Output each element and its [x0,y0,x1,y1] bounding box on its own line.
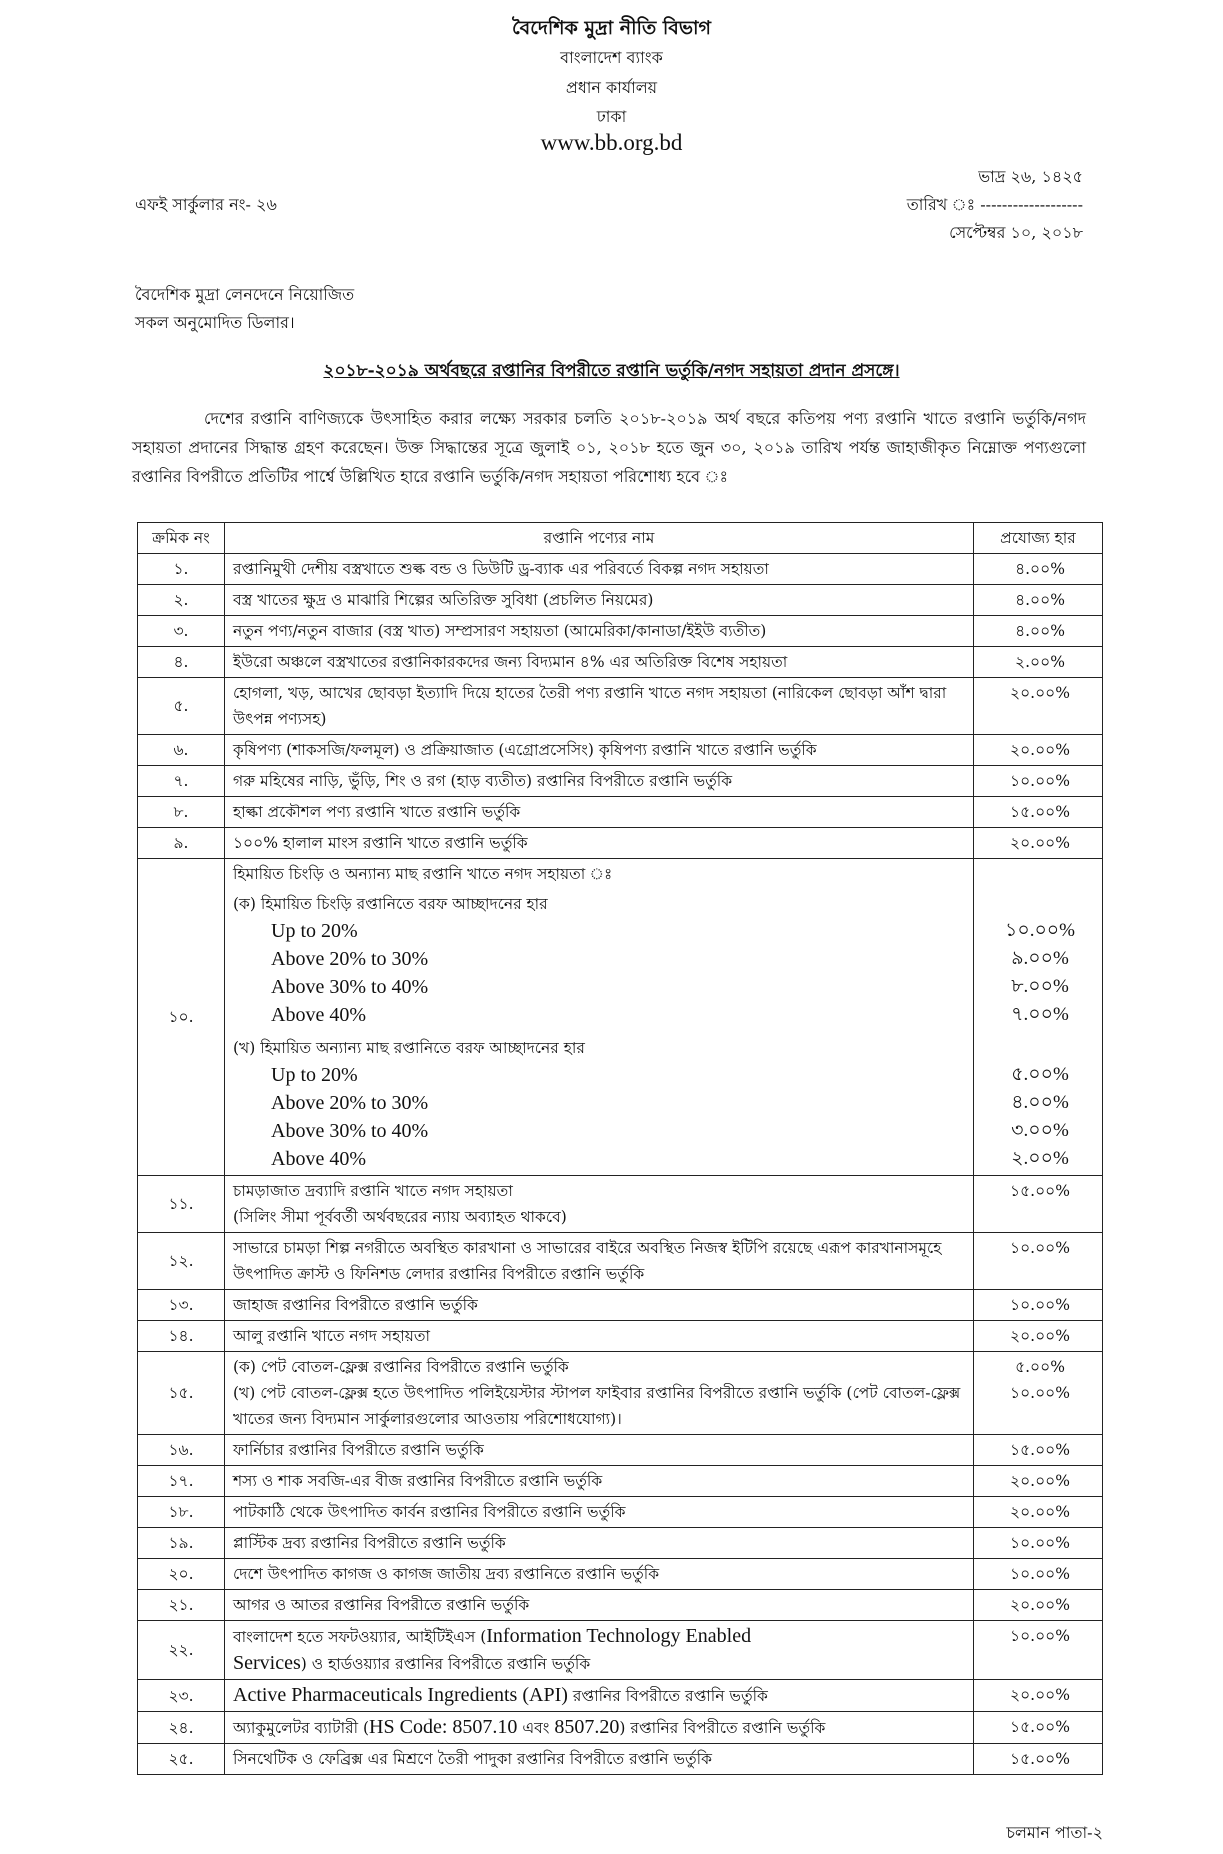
table-row [138,554,1103,585]
row-serial: ১৩. [138,1290,225,1321]
table-row [138,859,1103,1176]
row-rate: ১০.০০% [974,1528,1103,1559]
row23-text-post: রপ্তানির বিপরীতে রপ্তানি ভর্তুকি [567,1687,768,1705]
row-rate: ৪.০০% [974,585,1103,616]
table-row [138,585,1103,616]
row-product-name: ১০০% হালাল মাংস রপ্তানি খাতে রপ্তানি ভর্তুকি [225,828,974,859]
row-product-name: হোগলা, খড়, আখের ছোবড়া ইত্যাদি দিয়ে হাতের তৈরী পণ্য রপ্তানি খাতে নগদ সহায়তা (নারিকেল ছোবড়া আঁশ দ্বারা উৎপন্ন পণ্যসহ) [225,678,974,735]
circular-number: এফই সার্কুলার নং- ২৬ [135,195,277,214]
row-rate: ২০.০০% [974,1497,1103,1528]
row10-intro: হিমায়িত চিংড়ি ও অন্যান্য মাছ রপ্তানি খাতে নগদ সহায়তা ঃ [233,865,613,883]
row-rate: ২.০০% [974,647,1103,678]
group-b-rate-2: ৪.০০% [1011,1092,1069,1113]
row-product-name: শস্য ও শাক সবজি-এর বীজ রপ্তানির বিপরীতে রপ্তানি ভর্তুকি [225,1466,974,1497]
row24-text-en-2: 8507.20 [554,1716,620,1738]
row22-text-en-2: Services [233,1652,301,1674]
office-name: প্রধান কার্যালয় [565,78,658,97]
row15-item-b: (খ) পেট বোতল-ফ্লেক্স হতে উৎপাদিত পলিইয়েস্টার স্টাপল ফাইবার রপ্তানির বিপরীতে রপ্তানি ভর্তুকি (পেট বোতল-ফ্লেক্স খাতের জন্য বিদ্যমান সার্কুলারগুলোর আওতায় পরিশোধযোগ্য)। [233,1384,961,1428]
row-rate: ১০.০০% [974,766,1103,797]
circular-subject: ২০১৮-২০১৯ অর্থবছরে রপ্তানির বিপরীতে রপ্তানি ভর্তুকি/নগদ সহায়তা প্রদান প্রসঙ্গে। [323,361,900,381]
row-serial: ২. [138,585,225,616]
row-rate: ২০.০০% [974,1590,1103,1621]
row24-text-post: ) রপ্তানির বিপরীতে রপ্তানি ভর্তুকি [619,1719,826,1737]
row22-text-en-1: Information Technology Enabled [486,1625,752,1647]
group-b-label-2: Above 20% to 30% [271,1092,429,1114]
group-b-rate-4: ২.০০% [1011,1148,1069,1169]
continuation-note: চলমান পাতা-২ [1006,1823,1103,1842]
table-row [138,647,1103,678]
group-a-label-1: Up to 20% [271,920,358,942]
row-product-name: হাল্কা প্রকৌশল পণ্য রপ্তানি খাতে রপ্তানি ভর্তুকি [225,797,974,828]
row-rate: ২০.০০% [974,1680,1103,1712]
row-serial: ৫. [138,678,225,735]
table-row [138,1290,1103,1321]
row-rate: ৪.০০% [974,554,1103,585]
group-b-label-3: Above 30% to 40% [271,1120,429,1142]
table-row [138,1466,1103,1497]
header-serial: ক্রমিক নং [138,523,225,554]
row-serial: ৩. [138,616,225,647]
group-b-label-1: Up to 20% [271,1064,358,1086]
table-row [138,1176,1103,1233]
group-a-label-3: Above 30% to 40% [271,976,429,998]
row15-rate-a: ৫.০০% [1015,1358,1065,1376]
row-serial: ২৫. [138,1744,225,1775]
table-row [138,1528,1103,1559]
row-product-name: গরু মহিষের নাড়ি, ভুঁড়ি, শিং ও রগ (হাড় ব্যতীত) রপ্তানির বিপরীতে রপ্তানি ভর্তুকি [225,766,974,797]
row11-line-1: চামড়াজাত দ্রব্যাদি রপ্তানি খাতে নগদ সহায়তা [233,1182,513,1200]
row-serial: ১০. [138,859,225,1176]
table-row [138,1435,1103,1466]
group-a-label-4: Above 40% [271,1004,366,1026]
row-rate: ১৫.০০% [974,1176,1103,1233]
row11-line-2: (সিলিং সীমা পূর্ববর্তী অর্থবছরের ন্যায় অব্যাহত থাকবে) [233,1208,567,1226]
row-serial: ২৩. [138,1680,225,1712]
row-rate: ২০.০০% [974,828,1103,859]
table-row [138,766,1103,797]
row-serial: ৭. [138,766,225,797]
date-label: তারিখ ঃ ------------------- [906,195,1083,214]
row-serial: ৪. [138,647,225,678]
recipient-line-2: সকল অনুমোদিত ডিলার। [135,313,295,332]
row-rate: ৪.০০% [974,616,1103,647]
table-row [138,1744,1103,1775]
row-rate: ২০.০০% [974,1466,1103,1497]
subsidy-table [137,522,1103,1775]
bank-name: বাংলাদেশ ব্যাংক [560,48,663,67]
row-serial: ১৭. [138,1466,225,1497]
row24-text-pre: অ্যাকুমুলেটর ব্যাটারী ( [233,1719,370,1737]
group-a-label-2: Above 20% to 30% [271,948,429,970]
group-a-rate-4: ৭.০০% [1011,1004,1069,1025]
row-product-name: ইউরো অঞ্চলে বস্ত্রখাতের রপ্তানিকারকদের জন্য বিদ্যমান ৪% এর অতিরিক্ত বিশেষ সহায়তা [225,647,974,678]
row-serial: ২০. [138,1559,225,1590]
row-product-name: প্লাস্টিক দ্রব্য রপ্তানির বিপরীতে রপ্তানি ভর্তুকি [225,1528,974,1559]
table-row [138,1233,1103,1290]
row-rate: ১৫.০০% [974,1435,1103,1466]
row-product-name: বস্ত্র খাতের ক্ষুদ্র ও মাঝারি শিল্পের অতিরিক্ত সুবিধা (প্রচলিত নিয়মের) [225,585,974,616]
row-rate: ১৫.০০% [974,1712,1103,1744]
row24-text-mid: এবং [517,1719,555,1737]
row22-text-post: ) ও হার্ডওয়্যার রপ্তানির বিপরীতে রপ্তানি ভর্তুকি [300,1655,591,1673]
row-serial: ১৬. [138,1435,225,1466]
group-b-rate-3: ৩.০০% [1011,1120,1069,1141]
header-rate: প্রযোজ্য হার [974,523,1103,554]
row-rate: ১০.০০% [974,1233,1103,1290]
row23-text-en: Active Pharmaceuticals Ingredients (API) [233,1684,568,1706]
table-row [138,1590,1103,1621]
table-row [138,1712,1103,1744]
table-row [138,1497,1103,1528]
table-row [138,1352,1103,1435]
row-rate: ১৫.০০% [974,1744,1103,1775]
row-serial: ১১. [138,1176,225,1233]
table-row [138,1680,1103,1712]
row-serial: ১৯. [138,1528,225,1559]
row-rate: ১৫.০০% [974,797,1103,828]
body-paragraph: দেশের রপ্তানি বাণিজ্যকে উৎসাহিত করার লক্ষ্যে সরকার চলতি ২০১৮-২০১৯ অর্থ বছরে কতিপয় পণ্য রপ্তানি খাতে রপ্তানি ভর্তুকি/নগদ সহায়তা প্রদানের সিদ্ধান্ত গ্রহণ করেছেন। উক্ত সিদ্ধান্তের সূত্রে জুলাই ০১, ২০১৮ হতে জুন ৩০, ২০১৯ তারিখ পর্যন্ত জাহাজীকৃত নিম্নোক্ত পণ্যগুলো রপ্তানির বিপরীতে প্রতিটির পার্শ্বে উল্লিখিত হারে রপ্তানি ভর্তুকি/নগদ সহায়তা পরিশোধ্য হবে ঃ [132,409,1086,486]
row22-text-pre: বাংলাদেশ হতে সফটওয়্যার, আইটিইএস ( [233,1628,487,1646]
row-serial: ১. [138,554,225,585]
city-name: ঢাকা [596,107,627,126]
group-b-label-4: Above 40% [271,1148,366,1170]
row-rate: ১০.০০% [974,1290,1103,1321]
date-bangla: ভাদ্র ২৬, ১৪২৫ [978,167,1083,186]
row-rate: ২০.০০% [974,1321,1103,1352]
date-english: সেপ্টেম্বর ১০, ২০১৮ [949,223,1083,242]
row-product-name: পাটকাঠি থেকে উৎপাদিত কার্বন রপ্তানির বিপরীতে রপ্তানি ভর্তুকি [225,1497,974,1528]
table-row [138,735,1103,766]
row-rate: ২০.০০% [974,735,1103,766]
row-serial: ১২. [138,1233,225,1290]
row-product-name: দেশে উৎপাদিত কাগজ ও কাগজ জাতীয় দ্রব্য রপ্তানিতে রপ্তানি ভর্তুকি [225,1559,974,1590]
table-row [138,616,1103,647]
row-serial: ২২. [138,1621,225,1680]
row-product-name: সিনথেটিক ও ফেব্রিক্স এর মিশ্রণে তৈরী পাদুকা রপ্তানির বিপরীতে রপ্তানি ভর্তুকি [225,1744,974,1775]
table-header-row [138,523,1103,554]
row-product-name: রপ্তানিমুখী দেশীয় বস্ত্রখাতে শুল্ক বন্ড ও ডিউটি ড্র-ব্যাক এর পরিবর্তে বিকল্প নগদ সহায়তা [225,554,974,585]
table-row [138,797,1103,828]
table-row [138,828,1103,859]
row10-group-a-title: (ক) হিমায়িত চিংড়ি রপ্তানিতে বরফ আচ্ছাদনের হার [233,895,548,913]
table-row [138,678,1103,735]
department-name: বৈদেশিক মুদ্রা নীতি বিভাগ [512,17,711,39]
row-product-name: ফার্নিচার রপ্তানির বিপরীতে রপ্তানি ভর্তুকি [225,1435,974,1466]
website-link[interactable]: www.bb.org.bd [540,130,683,155]
group-a-rate-2: ৯.০০% [1011,948,1069,969]
row-serial: ১৪. [138,1321,225,1352]
row-product-name: আগর ও আতর রপ্তানির বিপরীতে রপ্তানি ভর্তুকি [225,1590,974,1621]
table-row [138,1321,1103,1352]
row24-text-en-1: HS Code: 8507.10 [369,1716,518,1738]
recipient-line-1: বৈদেশিক মুদ্রা লেনদেনে নিয়োজিত [135,285,355,304]
row10-group-b-title: (খ) হিমায়িত অন্যান্য মাছ রপ্তানিতে বরফ আচ্ছাদনের হার [233,1039,585,1057]
group-b-rate-1: ৫.০০% [1011,1064,1069,1085]
row-rate: ১০.০০% [974,1559,1103,1590]
group-a-rate-3: ৮.০০% [1011,976,1069,997]
row-product-name: সাভারে চামড়া শিল্প নগরীতে অবস্থিত কারখানা ও সাভারের বাইরে অবস্থিত নিজস্ব ইটিপি রয়েছে এরূপ কারখানাসমূহে উৎপাদিত ক্রাস্ট ও ফিনিশড লেদার রপ্তানির বিপরীতে রপ্তানি ভর্তুকি [225,1233,974,1290]
row-rate: ১০.০০% [974,1621,1103,1680]
row-product-name: কৃষিপণ্য (শাকসজি/ফলমূল) ও প্রক্রিয়াজাত (এগ্রোপ্রসেসিং) কৃষিপণ্য রপ্তানি খাতে রপ্তানি ভর্তুকি [225,735,974,766]
row-serial: ২১. [138,1590,225,1621]
row-rate: ২০.০০% [974,678,1103,735]
row-serial: ৮. [138,797,225,828]
row-serial: ১৫. [138,1352,225,1435]
row-product-name: নতুন পণ্য/নতুন বাজার (বস্ত্র খাত) সম্প্রসারণ সহায়তা (আমেরিকা/কানাডা/ইইউ ব্যতীত) [225,616,974,647]
row-product-name: জাহাজ রপ্তানির বিপরীতে রপ্তানি ভর্তুকি [225,1290,974,1321]
header-product-name: রপ্তানি পণ্যের নাম [225,523,974,554]
row15-rate-b: ১০.০০% [1010,1384,1070,1402]
row-serial: ১৮. [138,1497,225,1528]
row-serial: ২৪. [138,1712,225,1744]
group-a-rate-1: ১০.০০% [1005,920,1075,941]
row-serial: ৯. [138,828,225,859]
table-row [138,1559,1103,1590]
row15-item-a: (ক) পেট বোতল-ফ্লেক্স রপ্তানির বিপরীতে রপ্তানি ভর্তুকি [233,1358,569,1376]
table-row [138,1621,1103,1680]
row-serial: ৬. [138,735,225,766]
row-product-name: আলু রপ্তানি খাতে নগদ সহায়তা [225,1321,974,1352]
